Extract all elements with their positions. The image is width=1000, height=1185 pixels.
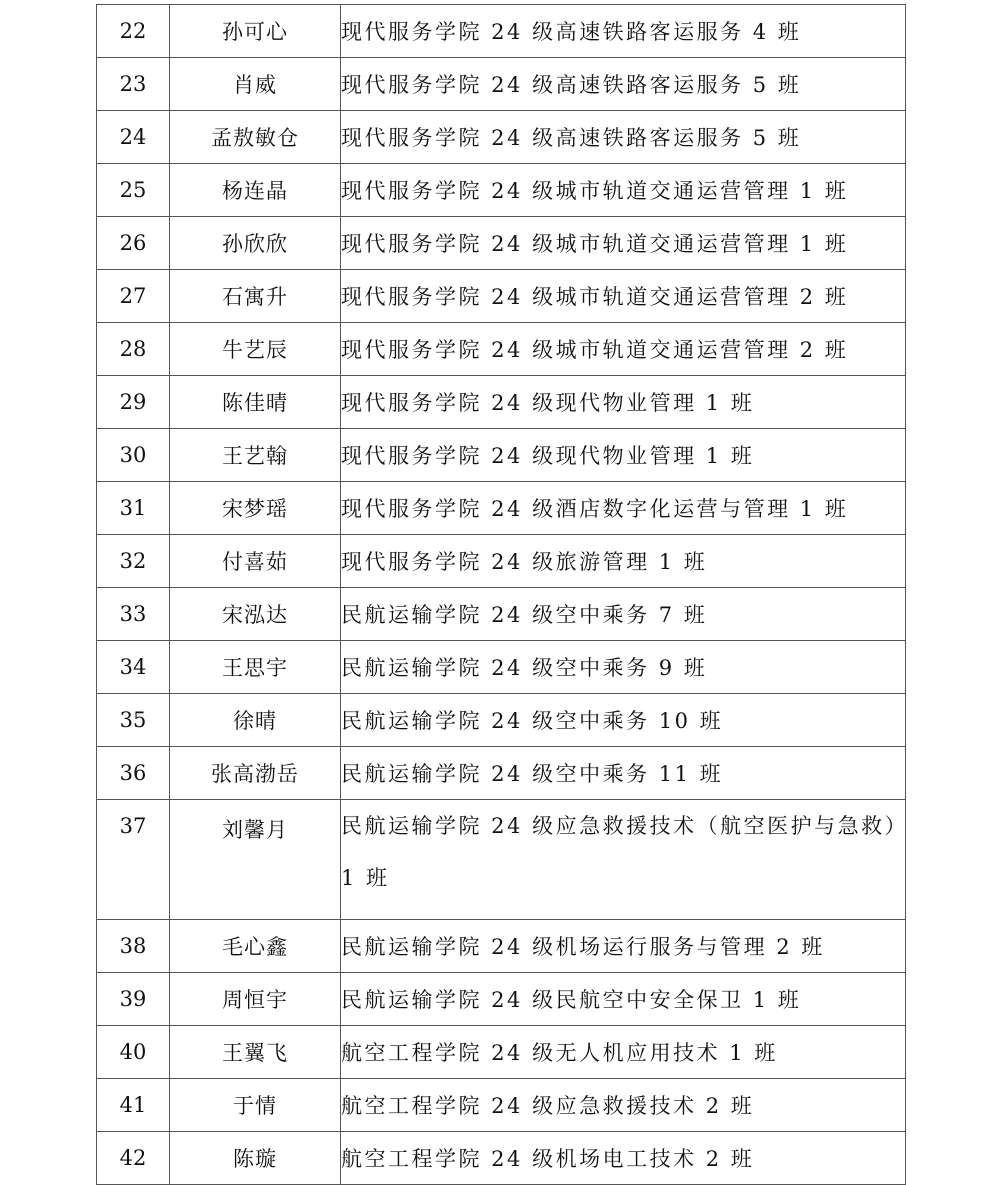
student-class: 民航运输学院 24 级空中乘务 10 班	[341, 694, 906, 747]
student-name: 宋梦瑶	[170, 482, 341, 535]
table-row	[97, 694, 906, 747]
row-number: 37	[97, 800, 170, 920]
student-name: 肖威	[170, 58, 341, 111]
student-class: 现代服务学院 24 级高速铁路客运服务 5 班	[341, 58, 906, 111]
table-row	[97, 164, 906, 217]
student-class: 民航运输学院 24 级民航空中安全保卫 1 班	[341, 973, 906, 1026]
student-name: 于情	[170, 1079, 341, 1132]
table-row	[97, 58, 906, 111]
row-number: 34	[97, 641, 170, 694]
table-row	[97, 111, 906, 164]
table-row	[97, 482, 906, 535]
student-class: 航空工程学院 24 级机场电工技术 2 班	[341, 1132, 906, 1185]
student-name: 刘馨月	[170, 800, 341, 920]
student-class: 航空工程学院 24 级应急救援技术 2 班	[341, 1079, 906, 1132]
student-name: 孟敖敏仓	[170, 111, 341, 164]
student-class: 现代服务学院 24 级旅游管理 1 班	[341, 535, 906, 588]
table-row	[97, 323, 906, 376]
student-class: 民航运输学院 24 级空中乘务 7 班	[341, 588, 906, 641]
student-roster-table	[96, 4, 906, 1185]
row-number: 32	[97, 535, 170, 588]
table-row	[97, 376, 906, 429]
student-class: 航空工程学院 24 级无人机应用技术 1 班	[341, 1026, 906, 1079]
table-row	[97, 1026, 906, 1079]
row-number: 25	[97, 164, 170, 217]
table-row	[97, 800, 906, 920]
student-name: 徐晴	[170, 694, 341, 747]
row-number: 26	[97, 217, 170, 270]
row-number: 38	[97, 920, 170, 973]
student-name: 周恒宇	[170, 973, 341, 1026]
student-name: 张高渤岳	[170, 747, 341, 800]
student-class: 现代服务学院 24 级酒店数字化运营与管理 1 班	[341, 482, 906, 535]
row-number: 31	[97, 482, 170, 535]
student-class: 现代服务学院 24 级现代物业管理 1 班	[341, 429, 906, 482]
student-name: 付喜茹	[170, 535, 341, 588]
row-number: 23	[97, 58, 170, 111]
table-row	[97, 920, 906, 973]
student-name: 王翼飞	[170, 1026, 341, 1079]
student-class: 民航运输学院 24 级空中乘务 11 班	[341, 747, 906, 800]
student-name: 杨连晶	[170, 164, 341, 217]
student-name: 陈佳晴	[170, 376, 341, 429]
table-row	[97, 747, 906, 800]
student-name: 王艺翰	[170, 429, 341, 482]
student-name: 牛艺辰	[170, 323, 341, 376]
row-number: 42	[97, 1132, 170, 1185]
student-class: 现代服务学院 24 级现代物业管理 1 班	[341, 376, 906, 429]
student-name: 毛心鑫	[170, 920, 341, 973]
row-number: 24	[97, 111, 170, 164]
student-class: 现代服务学院 24 级城市轨道交通运营管理 2 班	[341, 323, 906, 376]
student-class: 现代服务学院 24 级城市轨道交通运营管理 1 班	[341, 164, 906, 217]
row-number: 28	[97, 323, 170, 376]
student-class: 现代服务学院 24 级城市轨道交通运营管理 1 班	[341, 217, 906, 270]
table-row	[97, 1079, 906, 1132]
row-number: 39	[97, 973, 170, 1026]
student-name: 孙可心	[170, 5, 341, 58]
student-class: 民航运输学院 24 级机场运行服务与管理 2 班	[341, 920, 906, 973]
student-name: 陈璇	[170, 1132, 341, 1185]
table-row	[97, 588, 906, 641]
table-row	[97, 641, 906, 694]
table-row	[97, 1132, 906, 1185]
row-number: 22	[97, 5, 170, 58]
row-number: 41	[97, 1079, 170, 1132]
row-number: 30	[97, 429, 170, 482]
row-number: 35	[97, 694, 170, 747]
row-number: 40	[97, 1026, 170, 1079]
student-class: 现代服务学院 24 级高速铁路客运服务 4 班	[341, 5, 906, 58]
student-name: 宋泓达	[170, 588, 341, 641]
student-name: 石寓升	[170, 270, 341, 323]
table-row	[97, 5, 906, 58]
student-class: 现代服务学院 24 级城市轨道交通运营管理 2 班	[341, 270, 906, 323]
row-number: 27	[97, 270, 170, 323]
student-name: 王思宇	[170, 641, 341, 694]
table-row	[97, 217, 906, 270]
student-name: 孙欣欣	[170, 217, 341, 270]
student-class: 民航运输学院 24 级应急救援技术（航空医护与急救）1 班	[341, 800, 906, 920]
student-class: 现代服务学院 24 级高速铁路客运服务 5 班	[341, 111, 906, 164]
table-row	[97, 535, 906, 588]
row-number: 29	[97, 376, 170, 429]
table-row	[97, 429, 906, 482]
row-number: 33	[97, 588, 170, 641]
student-class: 民航运输学院 24 级空中乘务 9 班	[341, 641, 906, 694]
table-row	[97, 270, 906, 323]
row-number: 36	[97, 747, 170, 800]
table-row	[97, 973, 906, 1026]
